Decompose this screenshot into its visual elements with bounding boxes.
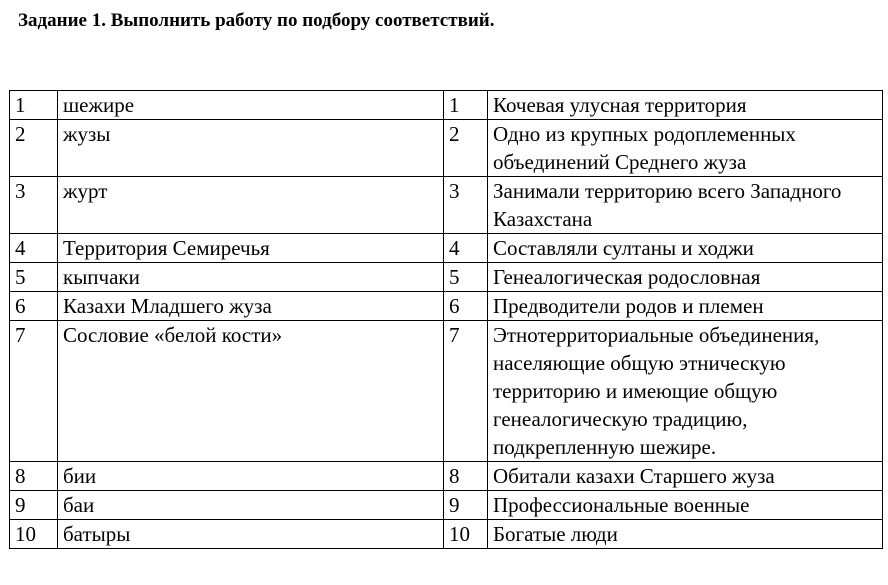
term-cell: журт xyxy=(58,177,444,234)
term-number: 10 xyxy=(10,520,58,549)
definition-cell: Одно из крупных родоплеменных объединений Среднего жуза xyxy=(488,120,883,177)
table-row xyxy=(10,520,883,549)
definition-number: 7 xyxy=(444,321,488,462)
table-row xyxy=(10,491,883,520)
definition-number: 5 xyxy=(444,263,488,292)
definition-cell: Занимали территорию всего Западного Казахстана xyxy=(488,177,883,234)
definition-cell: Составляли султаны и ходжи xyxy=(488,234,883,263)
term-number: 4 xyxy=(10,234,58,263)
term-number: 2 xyxy=(10,120,58,177)
definition-number: 4 xyxy=(444,234,488,263)
term-cell: баи xyxy=(58,491,444,520)
definition-cell: Богатые люди xyxy=(488,520,883,549)
term-cell: жузы xyxy=(58,120,444,177)
term-number: 8 xyxy=(10,462,58,491)
definition-cell: Кочевая улусная территория xyxy=(488,91,883,120)
definition-cell: Предводители родов и племен xyxy=(488,292,883,321)
term-number: 9 xyxy=(10,491,58,520)
definition-number: 9 xyxy=(444,491,488,520)
term-cell: Казахи Младшего жуза xyxy=(58,292,444,321)
task-title: Задание 1. Выполнить работу по подбору соответствий. xyxy=(18,10,495,31)
term-number: 3 xyxy=(10,177,58,234)
definition-number: 8 xyxy=(444,462,488,491)
term-cell: бии xyxy=(58,462,444,491)
term-number: 6 xyxy=(10,292,58,321)
table-row xyxy=(10,462,883,491)
table-row xyxy=(10,120,883,177)
term-cell: кыпчаки xyxy=(58,263,444,292)
definition-number: 3 xyxy=(444,177,488,234)
term-number: 1 xyxy=(10,91,58,120)
term-cell: Территория Семиречья xyxy=(58,234,444,263)
term-number: 7 xyxy=(10,321,58,462)
definition-cell: Обитали казахи Старшего жуза xyxy=(488,462,883,491)
matching-table xyxy=(9,90,883,549)
table-row xyxy=(10,234,883,263)
table-row xyxy=(10,91,883,120)
term-number: 5 xyxy=(10,263,58,292)
definition-cell: Генеалогическая родословная xyxy=(488,263,883,292)
definition-cell: Профессиональные военные xyxy=(488,491,883,520)
definition-cell: Этнотерриториальные объединения, населяющие общую этническую территорию и имеющие общую генеалогическую традицию, подкрепленную шежире. xyxy=(488,321,883,462)
definition-number: 1 xyxy=(444,91,488,120)
table-row xyxy=(10,177,883,234)
definition-number: 10 xyxy=(444,520,488,549)
term-cell: батыры xyxy=(58,520,444,549)
table-row xyxy=(10,292,883,321)
term-cell: Сословие «белой кости» xyxy=(58,321,444,462)
definition-number: 6 xyxy=(444,292,488,321)
definition-number: 2 xyxy=(444,120,488,177)
table-row xyxy=(10,263,883,292)
table-row xyxy=(10,321,883,462)
term-cell: шежире xyxy=(58,91,444,120)
